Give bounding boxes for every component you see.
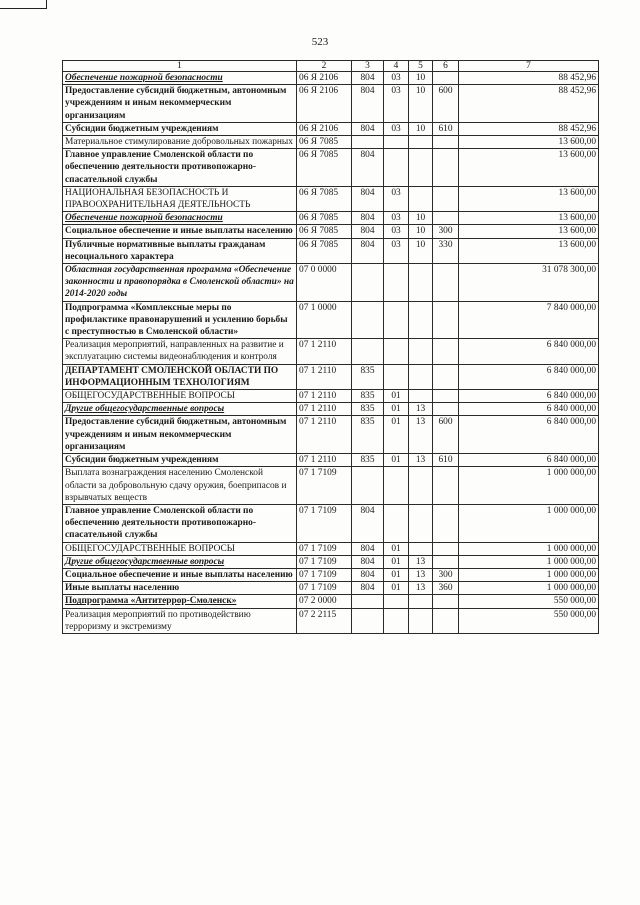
row-name-cell: Другие общегосударственные вопросы bbox=[63, 403, 297, 416]
row-admin-cell: 804 bbox=[352, 225, 384, 238]
table-row bbox=[63, 467, 599, 505]
row-admin-cell: 804 bbox=[352, 72, 384, 85]
row-code-cell: 07 1 2110 bbox=[297, 339, 352, 364]
row-admin-cell: 835 bbox=[352, 416, 384, 454]
table-row bbox=[63, 136, 599, 149]
row-code-cell: 06 Я 2106 bbox=[297, 72, 352, 85]
row-admin-cell: 804 bbox=[352, 555, 384, 568]
row-name-cell: Публичные нормативные выплаты гражданам несоциального характера bbox=[63, 238, 297, 263]
row-section-cell bbox=[384, 467, 409, 505]
row-expense-type-cell bbox=[433, 72, 459, 85]
table-row bbox=[63, 582, 599, 595]
row-admin-cell bbox=[352, 467, 384, 505]
row-code-cell: 07 1 2110 bbox=[297, 390, 352, 403]
row-section-cell: 03 bbox=[384, 85, 409, 123]
row-code-cell: 07 1 2110 bbox=[297, 403, 352, 416]
row-subsection-cell: 10 bbox=[409, 72, 433, 85]
row-admin-cell: 804 bbox=[352, 568, 384, 581]
table-row bbox=[63, 186, 599, 211]
table-row bbox=[63, 403, 599, 416]
row-code-cell: 07 1 7109 bbox=[297, 504, 352, 542]
row-admin-cell bbox=[352, 264, 384, 302]
row-admin-cell bbox=[352, 595, 384, 608]
row-expense-type-cell: 600 bbox=[433, 416, 459, 454]
row-admin-cell: 804 bbox=[352, 186, 384, 211]
row-amount-cell: 6 840 000,00 bbox=[459, 390, 599, 403]
table-row bbox=[63, 339, 599, 364]
row-amount-cell: 550 000,00 bbox=[459, 595, 599, 608]
row-code-cell: 06 Я 2106 bbox=[297, 85, 352, 123]
row-code-cell: 07 2 2115 bbox=[297, 608, 352, 633]
row-subsection-cell bbox=[409, 595, 433, 608]
row-amount-cell: 1 000 000,00 bbox=[459, 504, 599, 542]
row-expense-type-cell: 330 bbox=[433, 238, 459, 263]
row-subsection-cell bbox=[409, 542, 433, 555]
row-expense-type-cell bbox=[433, 608, 459, 633]
row-expense-type-cell bbox=[433, 264, 459, 302]
row-expense-type-cell bbox=[433, 595, 459, 608]
row-name-cell: Обеспечение пожарной безопасности bbox=[63, 72, 297, 85]
row-name-cell: Иные выплаты населению bbox=[63, 582, 297, 595]
row-name-cell: Предоставление субсидий бюджетным, автономным учреждениям и иным некоммерческим организациям bbox=[63, 416, 297, 454]
row-admin-cell: 804 bbox=[352, 504, 384, 542]
row-code-cell: 06 Я 7085 bbox=[297, 225, 352, 238]
table-row bbox=[63, 72, 599, 85]
row-name-cell: Подпрограмма «Антитеррор-Смоленск» bbox=[63, 595, 297, 608]
page-number: 523 bbox=[311, 36, 329, 48]
row-admin-cell bbox=[352, 301, 384, 339]
column-header: 6 bbox=[433, 61, 459, 72]
row-code-cell: 07 1 2110 bbox=[297, 364, 352, 389]
row-subsection-cell bbox=[409, 467, 433, 505]
row-admin-cell: 804 bbox=[352, 149, 384, 187]
row-name-cell: Предоставление субсидий бюджетным, автономным учреждениям и иным некоммерческим организациям bbox=[63, 85, 297, 123]
row-amount-cell: 13 600,00 bbox=[459, 186, 599, 211]
row-name-cell: Подпрограмма «Комплексные меры по профилактике правонарушений и усилению борьбы с преступностью в Смоленской области» bbox=[63, 301, 297, 339]
table-row bbox=[63, 85, 599, 123]
row-admin-cell: 835 bbox=[352, 364, 384, 389]
row-subsection-cell: 10 bbox=[409, 122, 433, 135]
row-expense-type-cell bbox=[433, 212, 459, 225]
row-expense-type-cell: 600 bbox=[433, 85, 459, 123]
table-row bbox=[63, 301, 599, 339]
row-section-cell bbox=[384, 149, 409, 187]
row-expense-type-cell: 360 bbox=[433, 582, 459, 595]
row-name-cell: Реализация мероприятий по противодействию терроризму и экстремизму bbox=[63, 608, 297, 633]
row-admin-cell: 804 bbox=[352, 212, 384, 225]
row-subsection-cell bbox=[409, 608, 433, 633]
table-row bbox=[63, 608, 599, 633]
row-amount-cell: 1 000 000,00 bbox=[459, 568, 599, 581]
row-amount-cell: 1 000 000,00 bbox=[459, 582, 599, 595]
row-expense-type-cell: 300 bbox=[433, 568, 459, 581]
column-header: 5 bbox=[409, 61, 433, 72]
row-expense-type-cell bbox=[433, 364, 459, 389]
row-amount-cell: 13 600,00 bbox=[459, 136, 599, 149]
row-code-cell: 07 1 7109 bbox=[297, 582, 352, 595]
row-name-cell: Субсидии бюджетным учреждениям bbox=[63, 454, 297, 467]
row-code-cell: 07 1 2110 bbox=[297, 454, 352, 467]
row-admin-cell: 804 bbox=[352, 238, 384, 263]
row-subsection-cell bbox=[409, 364, 433, 389]
row-subsection-cell bbox=[409, 136, 433, 149]
row-code-cell: 07 1 7109 bbox=[297, 568, 352, 581]
row-expense-type-cell bbox=[433, 403, 459, 416]
row-code-cell: 06 Я 7085 bbox=[297, 186, 352, 211]
table-row bbox=[63, 568, 599, 581]
row-name-cell: ДЕПАРТАМЕНТ СМОЛЕНСКОЙ ОБЛАСТИ ПО ИНФОРМАЦИОННЫМ ТЕХНОЛОГИЯМ bbox=[63, 364, 297, 389]
row-admin-cell bbox=[352, 136, 384, 149]
row-subsection-cell: 13 bbox=[409, 568, 433, 581]
row-subsection-cell: 13 bbox=[409, 403, 433, 416]
row-subsection-cell bbox=[409, 186, 433, 211]
row-name-cell: Реализация мероприятий, направленных на развитие и эксплуатацию системы видеонаблюдения и контроля bbox=[63, 339, 297, 364]
column-header: 7 bbox=[459, 61, 599, 72]
row-name-cell: Субсидии бюджетным учреждениям bbox=[63, 122, 297, 135]
row-name-cell: Другие общегосударственные вопросы bbox=[63, 555, 297, 568]
row-amount-cell: 7 840 000,00 bbox=[459, 301, 599, 339]
table-row bbox=[63, 504, 599, 542]
row-amount-cell: 550 000,00 bbox=[459, 608, 599, 633]
row-subsection-cell: 13 bbox=[409, 416, 433, 454]
row-code-cell: 07 1 0000 bbox=[297, 301, 352, 339]
row-amount-cell: 6 840 000,00 bbox=[459, 403, 599, 416]
row-section-cell: 01 bbox=[384, 403, 409, 416]
row-amount-cell: 6 840 000,00 bbox=[459, 364, 599, 389]
row-admin-cell: 804 bbox=[352, 582, 384, 595]
row-expense-type-cell: 300 bbox=[433, 225, 459, 238]
row-amount-cell: 6 840 000,00 bbox=[459, 339, 599, 364]
row-section-cell: 01 bbox=[384, 568, 409, 581]
row-expense-type-cell bbox=[433, 467, 459, 505]
row-code-cell: 07 2 0000 bbox=[297, 595, 352, 608]
row-section-cell: 01 bbox=[384, 416, 409, 454]
row-subsection-cell: 13 bbox=[409, 582, 433, 595]
row-amount-cell: 1 000 000,00 bbox=[459, 555, 599, 568]
row-subsection-cell: 10 bbox=[409, 212, 433, 225]
row-name-cell: Главное управление Смоленской области по обеспечению деятельности противопожарно-спасательной службы bbox=[63, 504, 297, 542]
row-expense-type-cell bbox=[433, 186, 459, 211]
row-admin-cell: 804 bbox=[352, 542, 384, 555]
row-code-cell: 06 Я 7085 bbox=[297, 136, 352, 149]
table-row bbox=[63, 416, 599, 454]
row-amount-cell: 6 840 000,00 bbox=[459, 454, 599, 467]
row-expense-type-cell bbox=[433, 542, 459, 555]
table-header-row bbox=[63, 61, 599, 72]
table-row bbox=[63, 122, 599, 135]
row-subsection-cell: 13 bbox=[409, 555, 433, 568]
row-amount-cell: 31 078 300,00 bbox=[459, 264, 599, 302]
row-subsection-cell bbox=[409, 264, 433, 302]
row-amount-cell: 13 600,00 bbox=[459, 238, 599, 263]
row-expense-type-cell: 610 bbox=[433, 454, 459, 467]
row-expense-type-cell bbox=[433, 504, 459, 542]
table-row bbox=[63, 364, 599, 389]
table-row bbox=[63, 149, 599, 187]
row-subsection-cell bbox=[409, 504, 433, 542]
row-code-cell: 06 Я 7085 bbox=[297, 212, 352, 225]
row-admin-cell bbox=[352, 608, 384, 633]
row-admin-cell: 835 bbox=[352, 403, 384, 416]
column-header: 1 bbox=[63, 61, 297, 72]
row-amount-cell: 6 840 000,00 bbox=[459, 416, 599, 454]
row-section-cell: 01 bbox=[384, 555, 409, 568]
row-code-cell: 07 1 7109 bbox=[297, 555, 352, 568]
row-code-cell: 07 0 0000 bbox=[297, 264, 352, 302]
row-expense-type-cell bbox=[433, 136, 459, 149]
row-name-cell: ОБЩЕГОСУДАРСТВЕННЫЕ ВОПРОСЫ bbox=[63, 390, 297, 403]
row-code-cell: 07 1 7109 bbox=[297, 542, 352, 555]
table-row bbox=[63, 555, 599, 568]
row-code-cell: 07 1 2110 bbox=[297, 416, 352, 454]
table-row bbox=[63, 542, 599, 555]
row-name-cell: Главное управление Смоленской области по обеспечению деятельности противопожарно-спасательной службы bbox=[63, 149, 297, 187]
row-amount-cell: 88 452,96 bbox=[459, 122, 599, 135]
row-name-cell: Обеспечение пожарной безопасности bbox=[63, 212, 297, 225]
row-section-cell: 01 bbox=[384, 454, 409, 467]
row-amount-cell: 1 000 000,00 bbox=[459, 467, 599, 505]
row-subsection-cell: 10 bbox=[409, 85, 433, 123]
row-admin-cell: 804 bbox=[352, 122, 384, 135]
column-header: 3 bbox=[352, 61, 384, 72]
row-name-cell: ОБЩЕГОСУДАРСТВЕННЫЕ ВОПРОСЫ bbox=[63, 542, 297, 555]
row-expense-type-cell bbox=[433, 339, 459, 364]
row-expense-type-cell bbox=[433, 555, 459, 568]
column-header: 4 bbox=[384, 61, 409, 72]
row-section-cell: 03 bbox=[384, 225, 409, 238]
row-subsection-cell: 10 bbox=[409, 225, 433, 238]
row-subsection-cell bbox=[409, 390, 433, 403]
row-name-cell: Областная государственная программа «Обеспечение законности и правопорядка в Смоленской области» на 2014-2020 годы bbox=[63, 264, 297, 302]
table-row bbox=[63, 238, 599, 263]
row-subsection-cell: 10 bbox=[409, 238, 433, 263]
row-section-cell bbox=[384, 136, 409, 149]
row-amount-cell: 88 452,96 bbox=[459, 85, 599, 123]
row-section-cell bbox=[384, 301, 409, 339]
budget-table bbox=[62, 60, 599, 634]
table-row bbox=[63, 264, 599, 302]
row-section-cell: 01 bbox=[384, 542, 409, 555]
row-section-cell: 01 bbox=[384, 582, 409, 595]
row-expense-type-cell bbox=[433, 149, 459, 187]
row-amount-cell: 88 452,96 bbox=[459, 72, 599, 85]
row-section-cell bbox=[384, 608, 409, 633]
row-admin-cell: 835 bbox=[352, 390, 384, 403]
row-section-cell: 03 bbox=[384, 186, 409, 211]
row-amount-cell: 13 600,00 bbox=[459, 149, 599, 187]
row-code-cell: 06 Я 7085 bbox=[297, 149, 352, 187]
row-section-cell: 03 bbox=[384, 238, 409, 263]
row-section-cell: 01 bbox=[384, 390, 409, 403]
row-expense-type-cell bbox=[433, 301, 459, 339]
row-section-cell bbox=[384, 339, 409, 364]
row-subsection-cell: 13 bbox=[409, 454, 433, 467]
row-admin-cell: 835 bbox=[352, 454, 384, 467]
row-amount-cell: 13 600,00 bbox=[459, 212, 599, 225]
row-amount-cell: 1 000 000,00 bbox=[459, 542, 599, 555]
row-name-cell: НАЦИОНАЛЬНАЯ БЕЗОПАСНОСТЬ И ПРАВООХРАНИТЕЛЬНАЯ ДЕЯТЕЛЬНОСТЬ bbox=[63, 186, 297, 211]
row-name-cell: Материальное стимулирование добровольных пожарных bbox=[63, 136, 297, 149]
row-section-cell bbox=[384, 595, 409, 608]
row-code-cell: 07 1 7109 bbox=[297, 467, 352, 505]
row-section-cell: 03 bbox=[384, 212, 409, 225]
row-name-cell: Социальное обеспечение и иные выплаты населению bbox=[63, 568, 297, 581]
table-row bbox=[63, 454, 599, 467]
row-subsection-cell bbox=[409, 149, 433, 187]
row-section-cell bbox=[384, 264, 409, 302]
row-subsection-cell bbox=[409, 339, 433, 364]
row-name-cell: Социальное обеспечение и иные выплаты населению bbox=[63, 225, 297, 238]
row-section-cell bbox=[384, 364, 409, 389]
row-amount-cell: 13 600,00 bbox=[459, 225, 599, 238]
row-code-cell: 06 Я 2106 bbox=[297, 122, 352, 135]
table-row bbox=[63, 595, 599, 608]
table-row bbox=[63, 212, 599, 225]
row-name-cell: Выплата вознаграждения населению Смоленской области за добровольную сдачу оружия, боеприпасов и взрывчатых веществ bbox=[63, 467, 297, 505]
column-header: 2 bbox=[297, 61, 352, 72]
row-section-cell: 03 bbox=[384, 122, 409, 135]
corner-rule bbox=[0, 0, 47, 9]
row-expense-type-cell bbox=[433, 390, 459, 403]
table-row bbox=[63, 225, 599, 238]
row-expense-type-cell: 610 bbox=[433, 122, 459, 135]
row-code-cell: 06 Я 7085 bbox=[297, 238, 352, 263]
row-section-cell: 03 bbox=[384, 72, 409, 85]
row-admin-cell: 804 bbox=[352, 85, 384, 123]
table-row bbox=[63, 390, 599, 403]
row-section-cell bbox=[384, 504, 409, 542]
row-subsection-cell bbox=[409, 301, 433, 339]
row-admin-cell bbox=[352, 339, 384, 364]
